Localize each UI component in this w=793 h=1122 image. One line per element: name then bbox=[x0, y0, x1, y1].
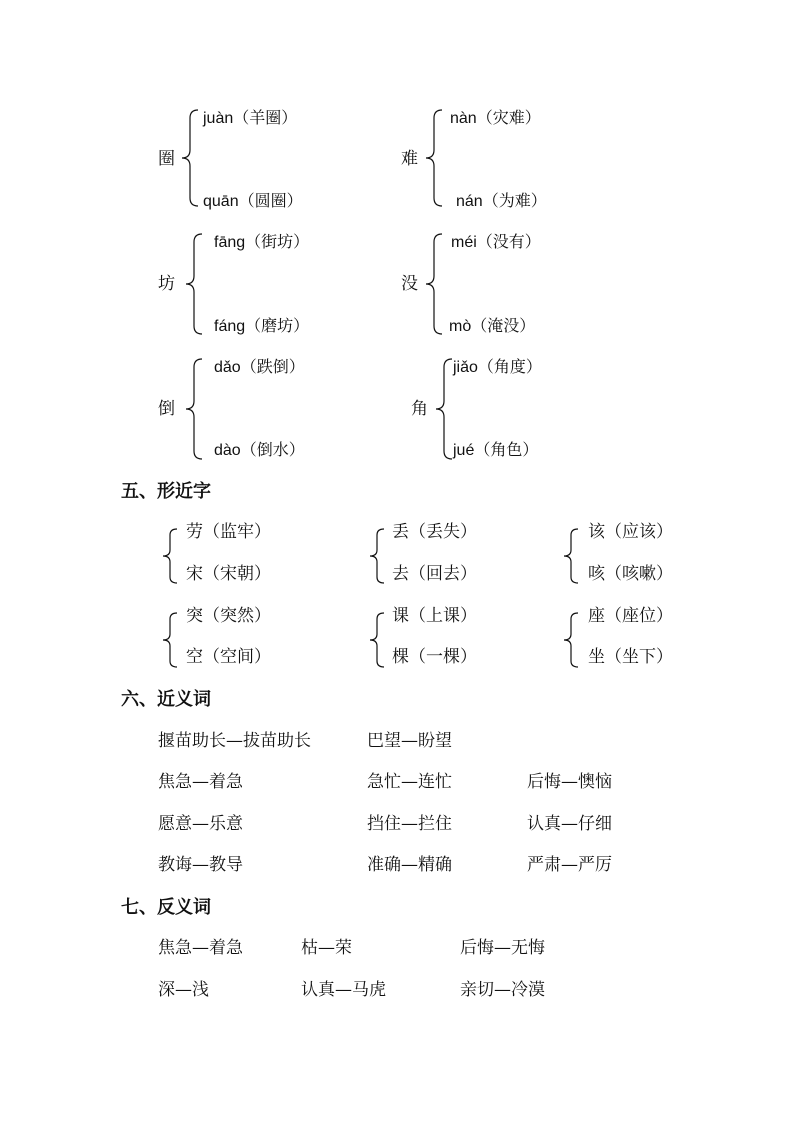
poly-reading-bottom: quān（圆圈） bbox=[203, 191, 303, 210]
similar-char-item: 劳（监牢） bbox=[186, 522, 271, 542]
synonym-pair: 准确—精确 bbox=[367, 855, 452, 875]
synonym-pair: 急忙—连忙 bbox=[367, 772, 452, 792]
similar-char-item: 去（回去） bbox=[392, 564, 477, 584]
synonym-pair: 后悔—懊恼 bbox=[527, 772, 612, 792]
poly-char-jiao: 角 bbox=[411, 399, 428, 419]
similar-char-item: 丢（丢失） bbox=[392, 522, 477, 542]
similar-brace bbox=[160, 611, 178, 669]
poly-brace bbox=[183, 357, 203, 461]
poly-reading-bottom: jué（角色） bbox=[453, 440, 539, 459]
section-heading-synonyms: 六、近义词 bbox=[121, 689, 211, 710]
synonym-pair: 揠苗助长—拔苗助长 bbox=[158, 731, 311, 751]
poly-char-quan: 圈 bbox=[158, 149, 175, 169]
poly-reading-bottom: mò（淹没） bbox=[449, 316, 536, 335]
poly-reading-top: juàn（羊圈） bbox=[203, 108, 298, 127]
synonym-pair: 教诲—教导 bbox=[158, 855, 243, 875]
poly-brace bbox=[183, 232, 203, 336]
poly-reading-bottom: dào（倒水） bbox=[214, 440, 305, 459]
poly-reading-top: nàn（灾难） bbox=[450, 108, 541, 127]
poly-char-dao: 倒 bbox=[158, 399, 175, 419]
poly-reading-top: méi（没有） bbox=[451, 232, 541, 251]
poly-reading-top: fāng（街坊） bbox=[214, 232, 310, 251]
similar-char-item: 咳（咳嗽） bbox=[588, 564, 673, 584]
poly-char-fang: 坊 bbox=[158, 274, 175, 294]
synonym-pair: 焦急—着急 bbox=[158, 772, 243, 792]
similar-char-item: 该（应该） bbox=[588, 522, 673, 542]
similar-char-item: 突（突然） bbox=[186, 606, 271, 626]
similar-brace bbox=[561, 527, 579, 585]
similar-brace bbox=[561, 611, 579, 669]
similar-brace bbox=[367, 527, 385, 585]
poly-reading-top: dǎo（跌倒） bbox=[214, 357, 305, 376]
similar-brace bbox=[160, 527, 178, 585]
similar-char-item: 坐（坐下） bbox=[588, 647, 673, 667]
poly-brace bbox=[423, 108, 443, 208]
antonym-pair: 亲切—冷漠 bbox=[460, 980, 545, 1000]
section-heading-similar-chars: 五、形近字 bbox=[121, 481, 211, 502]
poly-brace bbox=[423, 232, 443, 336]
poly-char-mei: 没 bbox=[401, 274, 418, 294]
antonym-pair: 枯—荣 bbox=[301, 938, 352, 958]
poly-char-nan: 难 bbox=[401, 149, 418, 169]
antonym-pair: 认真—马虎 bbox=[301, 980, 386, 1000]
poly-brace bbox=[433, 357, 453, 461]
poly-brace bbox=[179, 108, 199, 208]
section-heading-antonyms: 七、反义词 bbox=[121, 897, 211, 918]
similar-char-item: 棵（一棵） bbox=[392, 647, 477, 667]
antonym-pair: 深—浅 bbox=[158, 980, 209, 1000]
poly-reading-bottom: nán（为难） bbox=[456, 191, 547, 210]
synonym-pair: 认真—仔细 bbox=[527, 814, 612, 834]
synonym-pair: 严肃—严厉 bbox=[527, 855, 612, 875]
similar-char-item: 宋（宋朝） bbox=[186, 564, 271, 584]
synonym-pair: 巴望—盼望 bbox=[367, 731, 452, 751]
similar-char-item: 座（座位） bbox=[588, 606, 673, 626]
similar-char-item: 课（上课） bbox=[392, 606, 477, 626]
antonym-pair: 焦急—着急 bbox=[158, 938, 243, 958]
synonym-pair: 挡住—拦住 bbox=[367, 814, 452, 834]
antonym-pair: 后悔—无悔 bbox=[460, 938, 545, 958]
similar-char-item: 空（空间） bbox=[186, 647, 271, 667]
poly-reading-top: jiǎo（角度） bbox=[453, 357, 542, 376]
synonym-pair: 愿意—乐意 bbox=[158, 814, 243, 834]
poly-reading-bottom: fáng（磨坊） bbox=[214, 316, 310, 335]
similar-brace bbox=[367, 611, 385, 669]
